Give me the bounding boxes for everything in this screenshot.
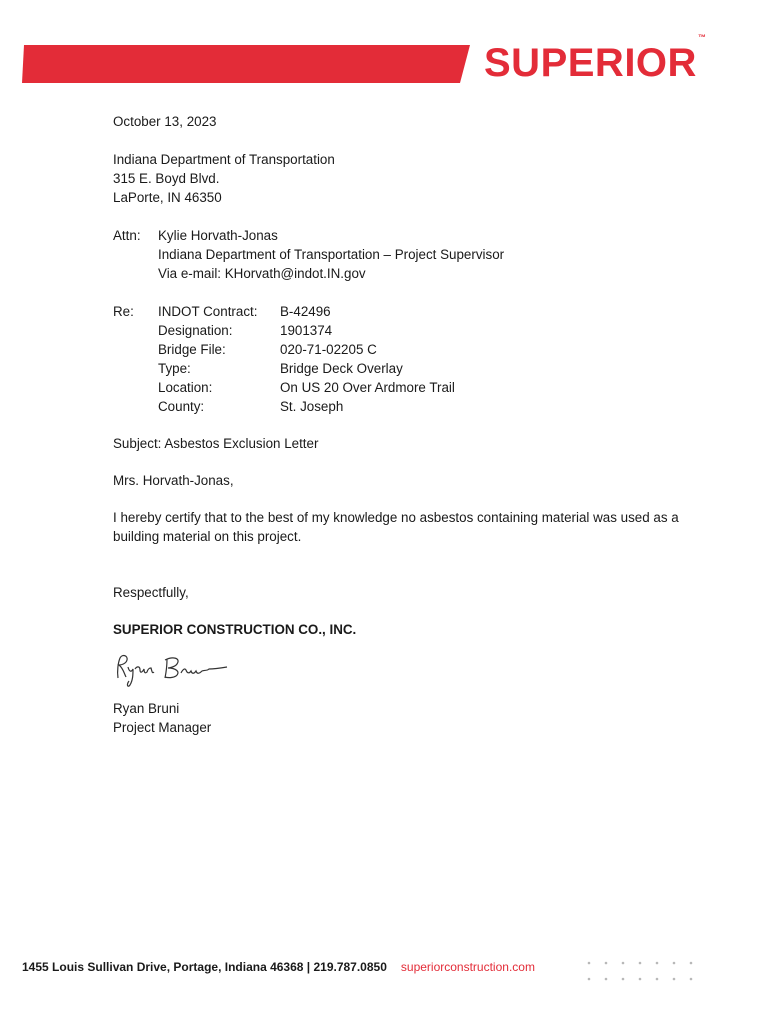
attn-label: Attn:: [113, 228, 141, 243]
re-value: On US 20 Over Ardmore Trail: [280, 380, 455, 395]
re-row: [158, 378, 713, 397]
re-value: B-42496: [280, 304, 331, 319]
attn-line: Indiana Department of Transportation – Project Supervisor: [158, 247, 505, 262]
body-paragraph: [113, 508, 713, 546]
closing: Respectfully,: [113, 585, 189, 600]
attn-block: [113, 226, 713, 283]
re-row: [158, 321, 713, 340]
re-key: Bridge File:: [158, 342, 226, 357]
footer-address: 1455 Louis Sullivan Drive, Portage, Indiana 46368 | 219.787.0850: [22, 960, 387, 974]
re-row: [158, 397, 713, 416]
letter-date: October 13, 2023: [113, 114, 217, 129]
attn-line: Kylie Horvath-Jonas: [158, 228, 278, 243]
body-line: I hereby certify that to the best of my knowledge no asbestos containing material was used as a: [113, 510, 679, 525]
signer-title: Project Manager: [113, 720, 212, 735]
re-value: 020-71-02205 C: [280, 342, 377, 357]
re-row: [158, 302, 713, 321]
re-key: County:: [158, 399, 205, 414]
signature-image: [109, 647, 249, 689]
company-name: SUPERIOR CONSTRUCTION CO., INC.: [113, 622, 357, 637]
re-row: [158, 359, 713, 378]
trademark-mark: ™: [697, 32, 707, 42]
re-value: 1901374: [280, 323, 333, 338]
attn-email-line: Via e-mail: KHorvath@indot.IN.gov: [158, 266, 366, 281]
re-block: [113, 302, 713, 416]
re-key: Designation:: [158, 323, 233, 338]
recipient-line: 315 E. Boyd Blvd.: [113, 171, 220, 186]
subject-line: Subject: Asbestos Exclusion Letter: [113, 436, 319, 451]
recipient-line: LaPorte, IN 46350: [113, 190, 222, 205]
re-key: INDOT Contract:: [158, 304, 258, 319]
re-row: [158, 340, 713, 359]
re-label: Re:: [113, 304, 134, 319]
signer-name: Ryan Bruni: [113, 701, 180, 716]
body-line: building material on this project.: [113, 529, 302, 544]
decorative-dots: [585, 957, 705, 987]
company-logo: [484, 32, 707, 85]
logo-text: SUPERIOR: [484, 41, 697, 85]
salutation: Mrs. Horvath-Jonas,: [113, 473, 234, 488]
re-value: Bridge Deck Overlay: [280, 361, 403, 376]
recipient-address: [113, 150, 713, 207]
re-value: St. Joseph: [280, 399, 344, 414]
recipient-line: Indiana Department of Transportation: [113, 152, 335, 167]
letter-body: [113, 112, 713, 737]
footer-website-link[interactable]: superiorconstruction.com: [400, 960, 535, 974]
re-key: Type:: [158, 361, 191, 376]
re-key: Location:: [158, 380, 213, 395]
